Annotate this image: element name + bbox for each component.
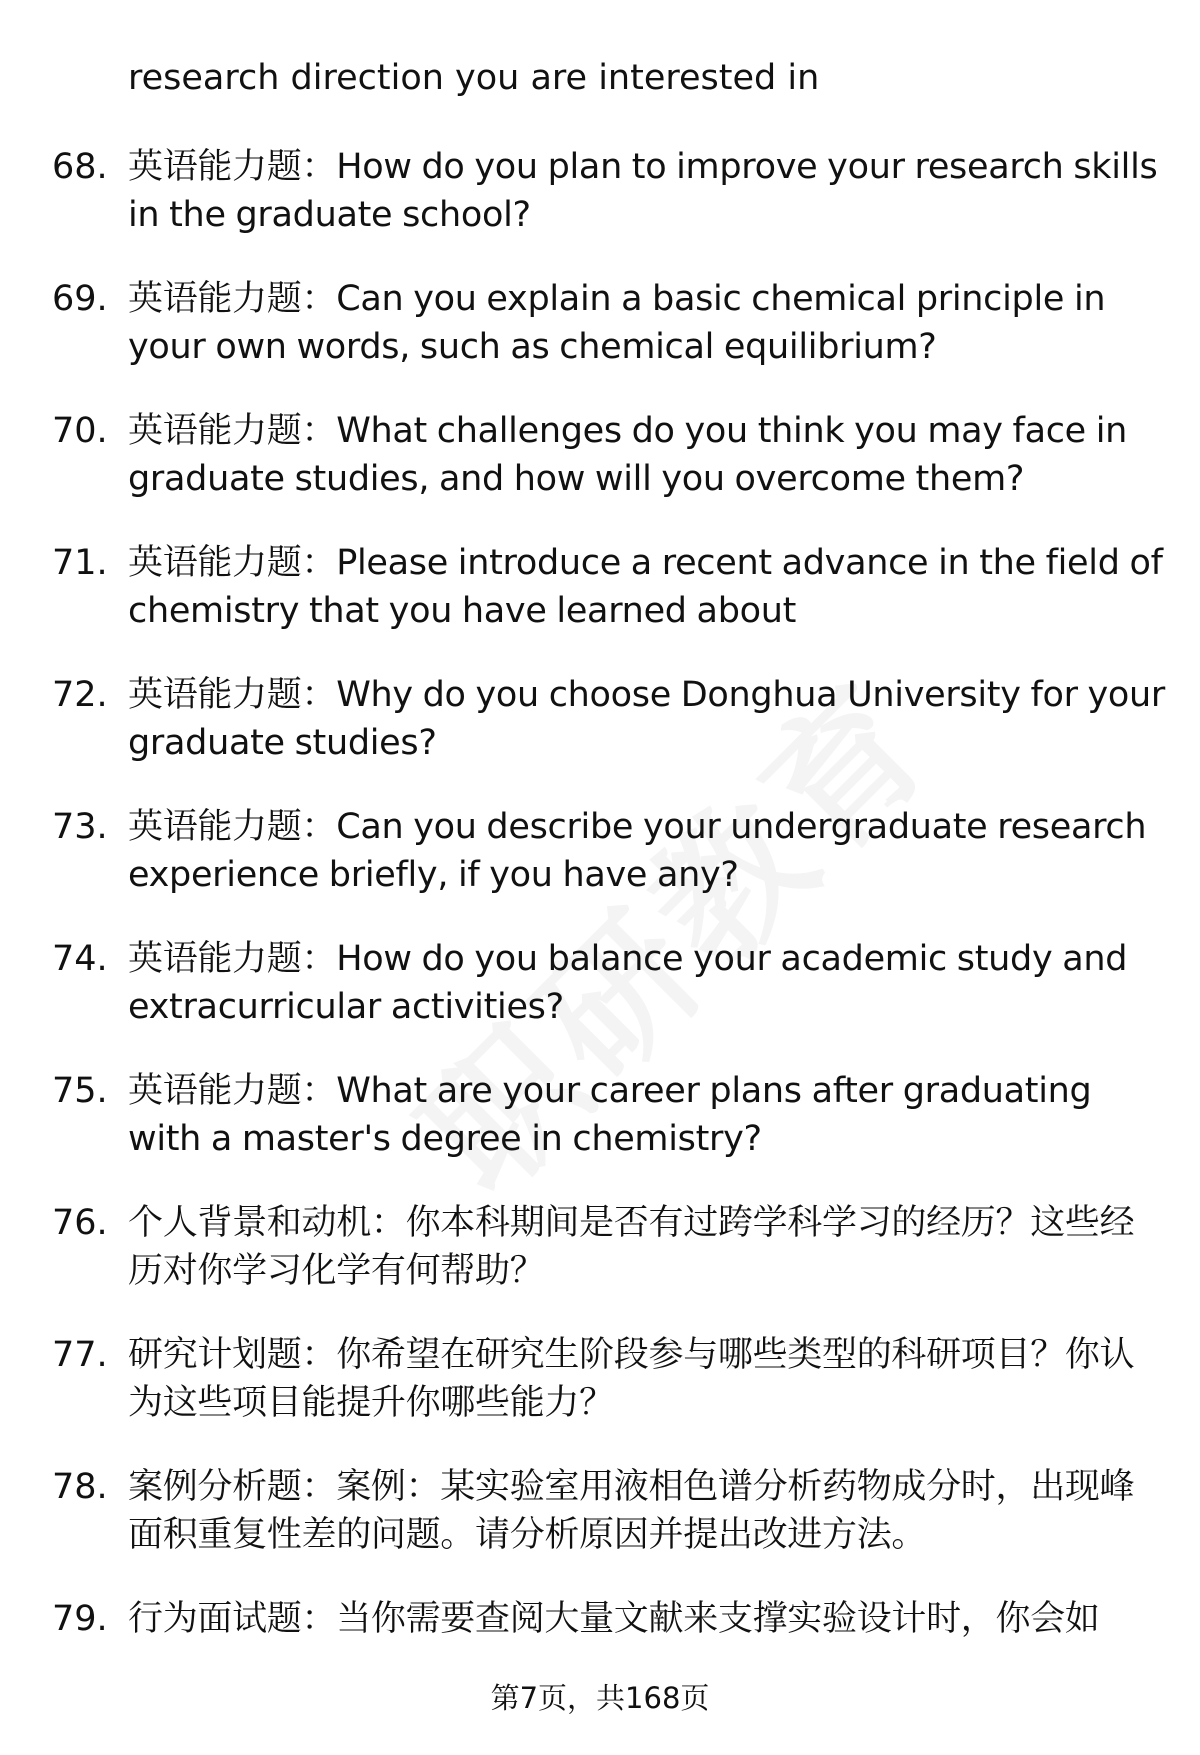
list-item [0, 1067, 1200, 1199]
question-text: 英语能力题：How do you balance your academic study and extracurricular activities? [128, 939, 1128, 1027]
list-item [0, 803, 1200, 935]
question-text: 英语能力题：Can you describe your undergraduate research experience briefly, if you have any? [128, 807, 1147, 895]
question-number: 75. [52, 1071, 108, 1111]
question-text: 案例分析题：案例：某实验室用液相色谱分析药物成分时，出现峰面积重复性差的问题。请分析原因并提出改进方法。 [128, 1467, 1135, 1555]
question-text: 英语能力题：How do you plan to improve your research skills in the graduate school? [128, 147, 1158, 235]
question-text: 英语能力题：Can you explain a basic chemical principle in your own words, such as chemical equilibrium? [128, 279, 1106, 367]
question-number: 69. [52, 279, 108, 319]
question-text: 英语能力题：What challenges do you think you may face in graduate studies, and how will you overcome them? [128, 411, 1128, 499]
question-number: 73. [52, 807, 108, 847]
question-number: 78. [52, 1467, 108, 1507]
list-item [0, 407, 1200, 539]
page-footer: 第7页，共168页 [490, 1681, 710, 1715]
question-number: 74. [52, 939, 108, 979]
list-item [0, 935, 1200, 1067]
question-number: 68. [52, 147, 108, 187]
question-text: 英语能力题：Why do you choose Donghua University for your graduate studies? [128, 675, 1165, 763]
question-number: 77. [52, 1335, 108, 1375]
question-number: 71. [52, 543, 108, 583]
question-number: 79. [52, 1599, 108, 1639]
question-number: 76. [52, 1203, 108, 1243]
question-text: 个人背景和动机：你本科期间是否有过跨学科学习的经历？这些经历对你学习化学有何帮助？ [128, 1203, 1135, 1291]
list-item [0, 1331, 1200, 1463]
list-item [0, 275, 1200, 407]
list-item [0, 539, 1200, 671]
question-text: 英语能力题：Please introduce a recent advance in the field of chemistry that you have learned about [128, 543, 1163, 631]
continued-question-text: research direction you are interested in [128, 58, 820, 98]
question-text: 英语能力题：What are your career plans after graduating with a master's degree in chemistry? [128, 1071, 1092, 1159]
question-number: 70. [52, 411, 108, 451]
question-text: 行为面试题：当你需要查阅大量文献来支撑实验设计时，你会如 [128, 1599, 1100, 1639]
question-list [0, 143, 1200, 1727]
list-item [0, 1199, 1200, 1331]
question-number: 72. [52, 675, 108, 715]
list-item [0, 1463, 1200, 1595]
list-item [0, 143, 1200, 275]
question-text: 研究计划题：你希望在研究生阶段参与哪些类型的科研项目？你认为这些项目能提升你哪些能力？ [128, 1335, 1135, 1423]
list-item [0, 671, 1200, 803]
